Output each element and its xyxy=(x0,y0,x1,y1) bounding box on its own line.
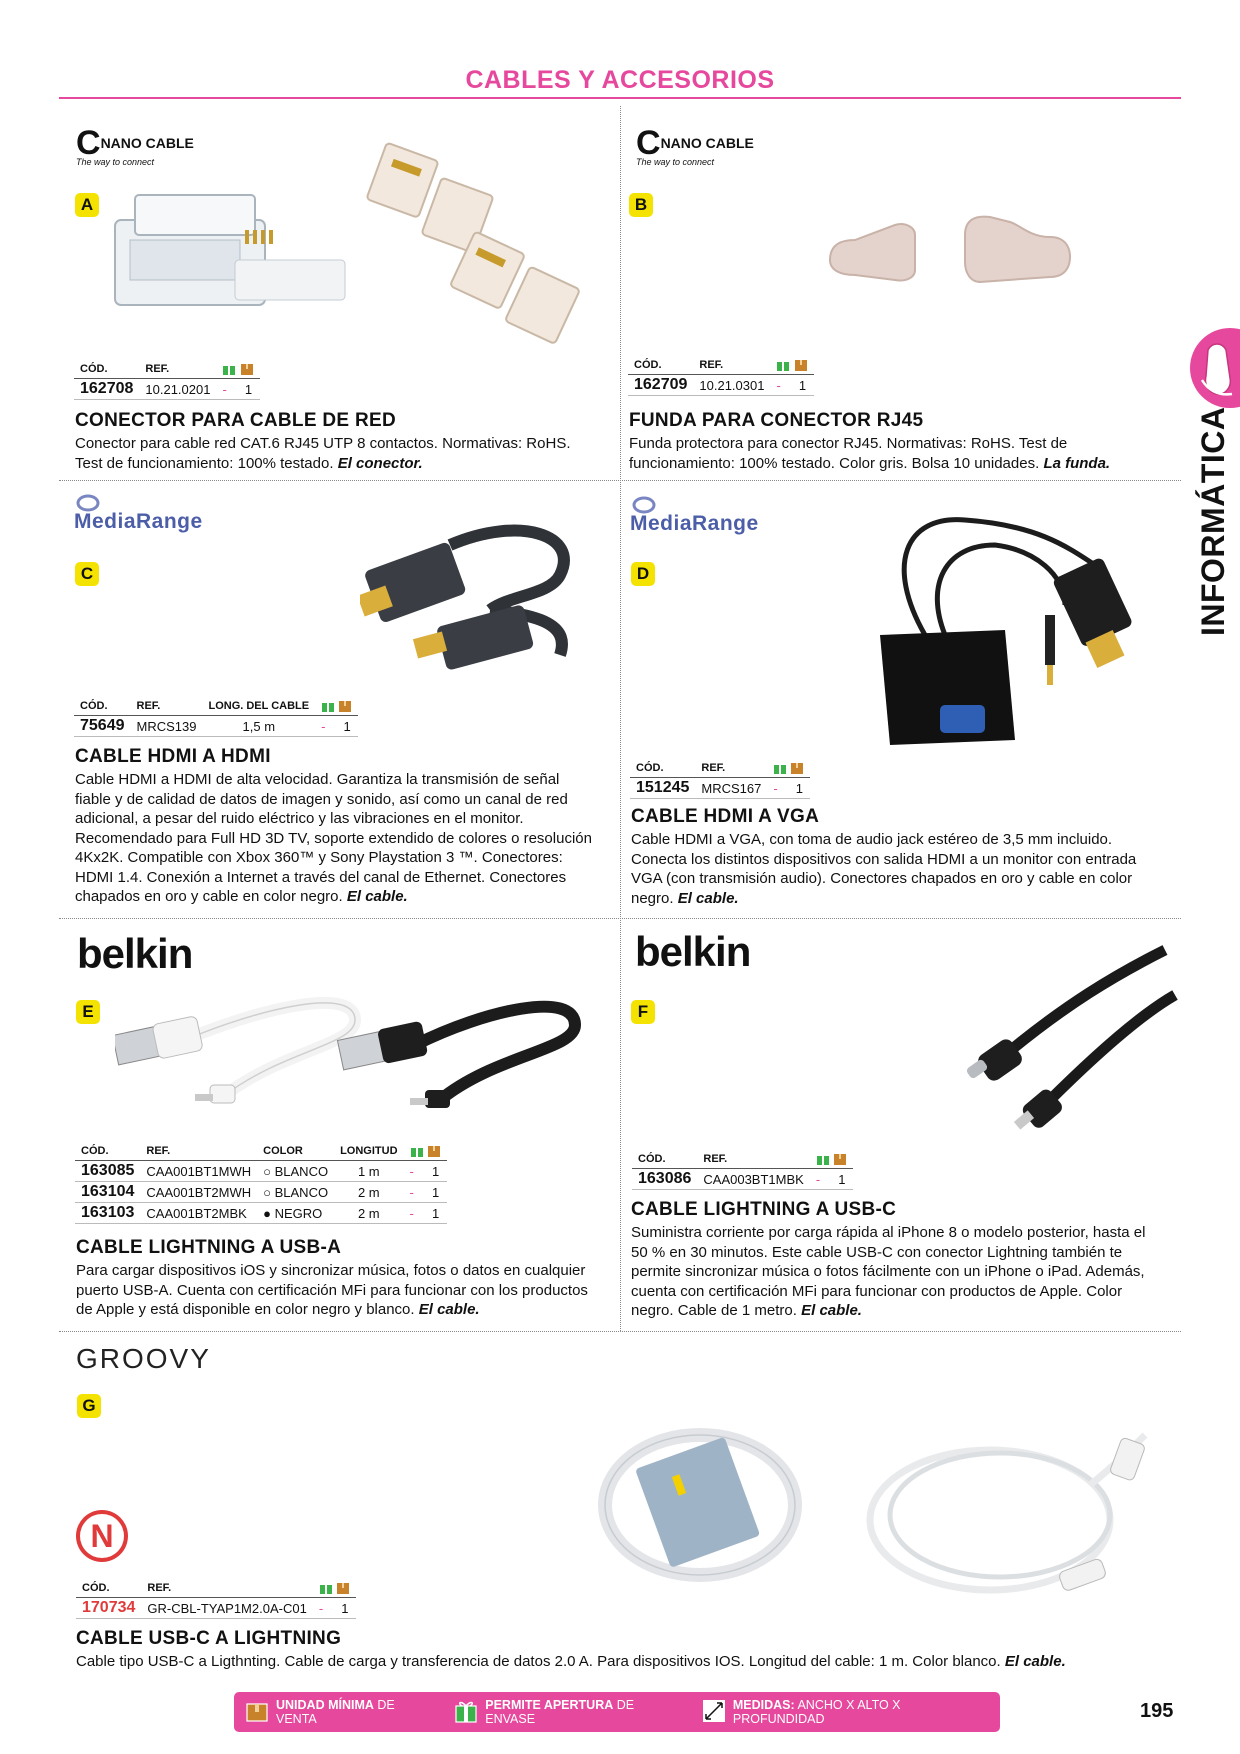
brand-logo-mediarange-d xyxy=(630,496,759,536)
product-letter-f: F xyxy=(631,1000,655,1024)
box-icon xyxy=(336,1581,350,1594)
box-icon xyxy=(794,358,808,371)
dimensions-icon xyxy=(701,1698,727,1727)
product-description-b: Funda protectora para conector RJ45. Normativas: RoHS. Test de funcionamiento: 100% testado. Color gris. Bolsa 10 unidades. La funda. xyxy=(629,435,1111,472)
col-header-icons xyxy=(315,699,358,716)
product-ref: 10.21.0201 xyxy=(139,379,216,400)
product-letter-e: E xyxy=(76,1000,100,1024)
nanocable-c-icon: C xyxy=(76,124,99,162)
product-code: 162708 xyxy=(74,379,139,400)
product-code: 162709 xyxy=(628,375,693,396)
col-header-cod: CÓD. xyxy=(630,761,695,778)
product-code: 170734 xyxy=(76,1598,141,1619)
table-row xyxy=(75,1161,447,1182)
product-description-c: Cable HDMI a HDMI de alta velocidad. Garantiza la transmisión de señal fiable y de calidad de datos de imagen y sonido, así como un canal de red adicional, a pesar del ruido eléctrico y las vibraciones en el monitor. Recomendado para Full HD 3D TV, soporte extendido de colores o resolución 4Kx2K. Compatible con Xbox 360™ y Sony Playstation 3 ™. Conectores: HDMI 1.4. Conexión a Internet a través del canal de Ethernet. Conectores chapados en oro y cable en color negro. El cable. xyxy=(75,771,592,905)
product-length: 2 m xyxy=(334,1203,403,1224)
col-header-ref: REF. xyxy=(695,761,767,778)
product-units: - 1 xyxy=(767,778,810,799)
product-units: - 1 xyxy=(404,1203,447,1224)
brand-logo-groovy: GROOVY xyxy=(76,1343,211,1374)
legend-dimensions: MEDIDAS: ANCHO X ALTO X PROFUNDIDAD xyxy=(701,1698,990,1727)
product-units: - 1 xyxy=(313,1598,356,1619)
col-header-icons xyxy=(313,1581,356,1598)
col-header-cod: CÓD. xyxy=(74,699,131,716)
product-description-d: Cable HDMI a VGA, con toma de audio jack estéreo de 3,5 mm incluido. Conecta los distintos dispositivos con salida HDMI a un monitor con entrada VGA (con transmisión audio). Conectores chapados en oro y cable en color negro. El cable. xyxy=(631,831,1137,907)
box-icon xyxy=(244,1698,270,1727)
brand-logo-nanocable-a xyxy=(76,126,194,167)
product-title-e: CABLE LIGHTNING A USB-A xyxy=(76,1237,342,1258)
product-color: ● NEGRO xyxy=(257,1203,334,1224)
side-tab-label: INFORMÁTICA xyxy=(1195,406,1231,636)
brand-tagline: The way to connect xyxy=(636,157,715,167)
product-ref: CAA001BT2MBK xyxy=(140,1203,257,1224)
product-ref: MRCS167 xyxy=(695,778,767,799)
col-header-ref: REF. xyxy=(141,1581,312,1598)
box-icon xyxy=(790,761,804,774)
product-code: 163103 xyxy=(75,1203,140,1224)
hdmi-cable-image xyxy=(360,515,580,680)
product-length: 1,5 m xyxy=(202,716,315,737)
product-units: - 1 xyxy=(770,375,813,396)
col-header-cod: CÓD. xyxy=(628,358,693,375)
col-header-icons xyxy=(770,358,813,375)
product-letter-g: G xyxy=(77,1394,101,1418)
product-length: 1 m xyxy=(334,1161,403,1182)
product-title-g: CABLE USB-C A LIGHTNING xyxy=(76,1628,342,1649)
groovy-cable-package-image xyxy=(590,1415,805,1590)
box-icon xyxy=(240,362,254,375)
brand-name: MediaRange xyxy=(74,510,203,533)
rj45-boot-image xyxy=(825,210,1085,290)
spec-table-g xyxy=(76,1581,356,1619)
new-product-badge xyxy=(76,1510,128,1562)
product-ref: GR-CBL-TYAP1M2.0A-C01 xyxy=(141,1598,312,1619)
table-row xyxy=(76,1598,356,1619)
page-number: 195 xyxy=(1140,1700,1174,1722)
col-header-cod: CÓD. xyxy=(76,1581,141,1598)
col-header-icons xyxy=(767,761,810,778)
gift-icon xyxy=(453,1698,479,1727)
col-header-icons xyxy=(810,1152,853,1169)
table-row xyxy=(74,379,260,400)
spec-table-b xyxy=(628,358,814,396)
product-units: - 1 xyxy=(810,1169,853,1190)
row-separator-3 xyxy=(59,1331,1181,1332)
product-code: 75649 xyxy=(74,716,131,737)
product-color: ○ BLANCO xyxy=(257,1161,334,1182)
footer-legend-bar xyxy=(234,1692,1000,1732)
spec-table-e xyxy=(75,1144,447,1224)
product-title-b: FUNDA PARA CONECTOR RJ45 xyxy=(629,410,924,431)
product-title-a: CONECTOR PARA CABLE DE RED xyxy=(75,410,396,431)
gift-icon xyxy=(773,761,787,774)
brand-name: NANO CABLE xyxy=(100,135,194,151)
brand-logo-belkin-e: belkin xyxy=(77,930,193,977)
product-title-d: CABLE HDMI A VGA xyxy=(631,806,820,827)
product-units: - 1 xyxy=(315,716,358,737)
product-ref: CAA003BT1MBK xyxy=(697,1169,809,1190)
new-badge-letter: N xyxy=(80,1514,124,1558)
product-description-e: Para cargar dispositivos iOS y sincronizar música, fotos o datos en cualquier puerto USB-A. Cuenta con certificación MFi para funcionar con los productos de Apple y está disponible en color negro y blanco. El cable. xyxy=(76,1262,588,1318)
legend-open-package: PERMITE APERTURA DE ENVASE xyxy=(453,1698,683,1727)
spec-table-f xyxy=(632,1152,853,1190)
product-letter-c: C xyxy=(75,562,99,586)
product-description-f: Suministra corriente por carga rápida al iPhone 8 o modelo posterior, hasta el 50 % en 30 minutos. Este cable USB-C con conector Lightning también te permite sincronizar música o fotos fácilmente con un iPhone o iPad. Además, cuenta con certificación MFi para funcionar con productos de Apple. Color negro. Cable de 1 metro. El cable. xyxy=(631,1224,1146,1319)
product-ref: CAA001BT1MWH xyxy=(140,1161,257,1182)
lightning-usb-a-cables-image xyxy=(115,990,585,1120)
col-header-ref: REF. xyxy=(697,1152,809,1169)
spec-table-a xyxy=(74,362,260,400)
product-code: 163104 xyxy=(75,1182,140,1203)
rj45-connector-image xyxy=(105,180,355,330)
page-header-title: CABLES Y ACCESORIOS xyxy=(465,66,775,94)
table-row xyxy=(632,1169,853,1190)
table-row xyxy=(630,778,810,799)
col-header-icons xyxy=(404,1144,447,1161)
product-letter-d: D xyxy=(631,562,655,586)
box-icon xyxy=(338,699,352,712)
gift-icon xyxy=(319,1581,333,1594)
col-header-icons xyxy=(216,362,259,379)
column-separator xyxy=(620,106,621,1331)
gift-icon xyxy=(410,1144,424,1157)
brand-logo-nanocable-b xyxy=(636,126,754,167)
gift-icon xyxy=(321,699,335,712)
col-header-cod: CÓD. xyxy=(632,1152,697,1169)
hdmi-vga-adapter-image xyxy=(865,505,1150,750)
col-header-length: LONG. DEL CABLE xyxy=(202,699,315,716)
legend-min-unit: UNIDAD MÍNIMA DE VENTA xyxy=(244,1698,435,1727)
col-header-cod: CÓD. xyxy=(74,362,139,379)
product-ref: 10.21.0301 xyxy=(693,375,770,396)
product-units: - 1 xyxy=(404,1161,447,1182)
brand-logo-belkin-f: belkin xyxy=(635,928,751,975)
col-header-ref: REF. xyxy=(140,1144,257,1161)
brand-logo-mediarange-c xyxy=(74,494,203,534)
product-length: 2 m xyxy=(334,1182,403,1203)
gift-icon xyxy=(816,1152,830,1165)
gift-icon xyxy=(776,358,790,371)
product-color: ○ BLANCO xyxy=(257,1182,334,1203)
product-units: - 1 xyxy=(216,379,259,400)
nanocable-c-icon: C xyxy=(636,124,659,162)
brand-name: MediaRange xyxy=(630,512,759,535)
product-units: - 1 xyxy=(404,1182,447,1203)
lightning-usb-c-cable-image xyxy=(965,945,1180,1135)
product-letter-a: A xyxy=(75,193,99,217)
gift-icon xyxy=(222,362,236,375)
header-rule xyxy=(59,97,1181,99)
table-row xyxy=(628,375,814,396)
col-header-length: LONGITUD xyxy=(334,1144,403,1161)
product-ref: MRCS139 xyxy=(131,716,203,737)
table-row xyxy=(74,716,358,737)
col-header-ref: REF. xyxy=(693,358,770,375)
col-header-ref: REF. xyxy=(139,362,216,379)
product-title-c: CABLE HDMI A HDMI xyxy=(75,746,271,767)
groovy-white-cable-image xyxy=(860,1425,1160,1600)
product-code: 151245 xyxy=(630,778,695,799)
product-code: 163086 xyxy=(632,1169,697,1190)
table-row xyxy=(75,1203,447,1224)
box-icon xyxy=(427,1144,441,1157)
product-letter-b: B xyxy=(629,193,653,217)
brand-name: NANO CABLE xyxy=(660,135,754,151)
product-title-f: CABLE LIGHTNING A USB-C xyxy=(631,1199,897,1220)
box-icon xyxy=(833,1152,847,1165)
col-header-cod: CÓD. xyxy=(75,1144,140,1161)
product-description-g: Cable tipo USB-C a Ligthnting. Cable de carga y transferencia de datos 2.0 A. Para dispositivos IOS. Longitud del cable: 1 m. Color blanco. El cable. xyxy=(76,1653,1066,1670)
rj45-connectors-group-image xyxy=(365,135,595,350)
col-header-ref: REF. xyxy=(131,699,203,716)
product-ref: CAA001BT2MWH xyxy=(140,1182,257,1203)
brand-tagline: The way to connect xyxy=(76,157,155,167)
spec-table-d xyxy=(630,761,810,799)
table-row xyxy=(75,1182,447,1203)
col-header-color: COLOR xyxy=(257,1144,334,1161)
product-description-a: Conector para cable red CAT.6 RJ45 UTP 8 contactos. Normativas: RoHS. Test de funcionamiento: 100% testado. El conector. xyxy=(75,435,571,472)
spec-table-c xyxy=(74,699,358,737)
product-code: 163085 xyxy=(75,1161,140,1182)
